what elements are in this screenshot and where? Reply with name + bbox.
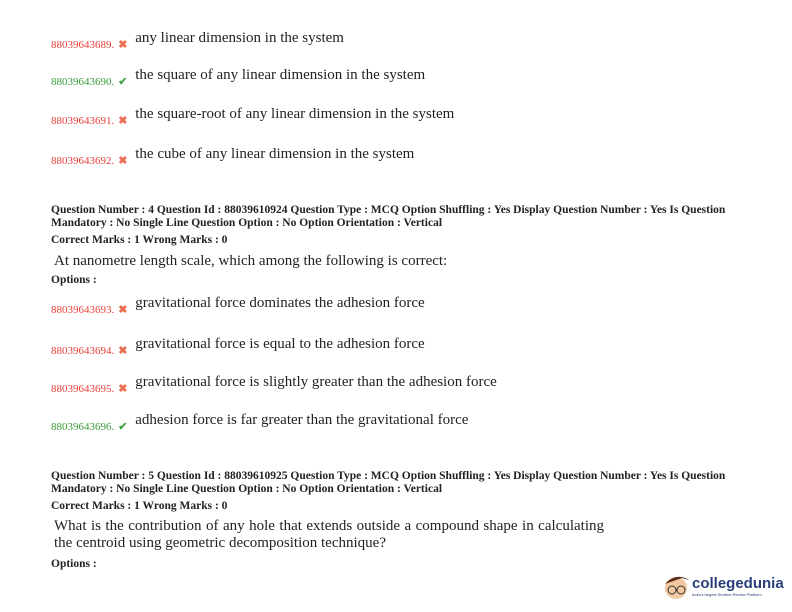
option-text: gravitational force is equal to the adhesion force — [135, 336, 425, 352]
option-text: the square-root of any linear dimension in the system — [135, 106, 455, 122]
cross-icon: ✖ — [118, 304, 128, 316]
option-text: the square of any linear dimension in the system — [135, 67, 426, 83]
option-id: 88039643690. — [51, 76, 115, 88]
option-id: 88039643694. — [51, 345, 115, 357]
q4-question: At nanometre length scale, which among the following is correct: — [54, 253, 448, 269]
q5-meta: Question Number : 5 Question Id : 88039610925 Question Type : MCQ Option Shuffling : Yes Display Question Number : Yes Is Question Mandatory : No Single Line Question Option : No Option Orientation : Vertical — [51, 470, 726, 495]
option-text: gravitational force dominates the adhesion force — [135, 295, 425, 311]
option-id: 88039643693. — [51, 304, 115, 316]
option-row — [51, 146, 415, 167]
option-row — [51, 295, 425, 316]
q4-marks: Correct Marks : 1 Wrong Marks : 0 — [51, 234, 228, 246]
q5-options-label: Options : — [51, 558, 97, 570]
option-id: 88039643689. — [51, 39, 115, 51]
q4-meta: Question Number : 4 Question Id : 88039610924 Question Type : MCQ Option Shuffling : Yes Display Question Number : Yes Is Question Mandatory : No Single Line Question Option : No Option Orientation : Vertical — [51, 204, 726, 229]
option-text: adhesion force is far greater than the gravitational force — [135, 412, 469, 428]
collegedunia-logo — [662, 572, 784, 600]
option-id: 88039643691. — [51, 115, 115, 127]
option-id: 88039643692. — [51, 155, 115, 167]
option-row — [51, 106, 455, 127]
cross-icon: ✖ — [118, 383, 128, 395]
cross-icon: ✖ — [118, 155, 128, 167]
option-text: the cube of any linear dimension in the system — [135, 146, 415, 162]
option-text: gravitational force is slightly greater than the adhesion force — [135, 374, 497, 390]
q4-options-label: Options : — [51, 274, 97, 286]
cross-icon: ✖ — [118, 115, 128, 127]
option-row — [51, 374, 497, 395]
check-icon: ✔ — [118, 76, 128, 88]
option-text: any linear dimension in the system — [135, 30, 344, 46]
cross-icon: ✖ — [118, 345, 128, 357]
option-row — [51, 67, 426, 88]
logo-tagline: India's largest Student Review Platform — [692, 592, 762, 597]
option-id: 88039643696. — [51, 421, 115, 433]
option-row — [51, 412, 469, 433]
logo-name: collegedunia — [692, 575, 784, 592]
option-row — [51, 30, 344, 51]
q5-question: What is the contribution of any hole that extends outside a compound shape in calculating the centroid using geometric decomposition technique? — [54, 518, 604, 551]
option-row — [51, 336, 425, 357]
q5-marks: Correct Marks : 1 Wrong Marks : 0 — [51, 500, 228, 512]
mascot-icon — [662, 572, 692, 600]
option-id: 88039643695. — [51, 383, 115, 395]
cross-icon: ✖ — [118, 39, 128, 51]
check-icon: ✔ — [118, 421, 128, 433]
